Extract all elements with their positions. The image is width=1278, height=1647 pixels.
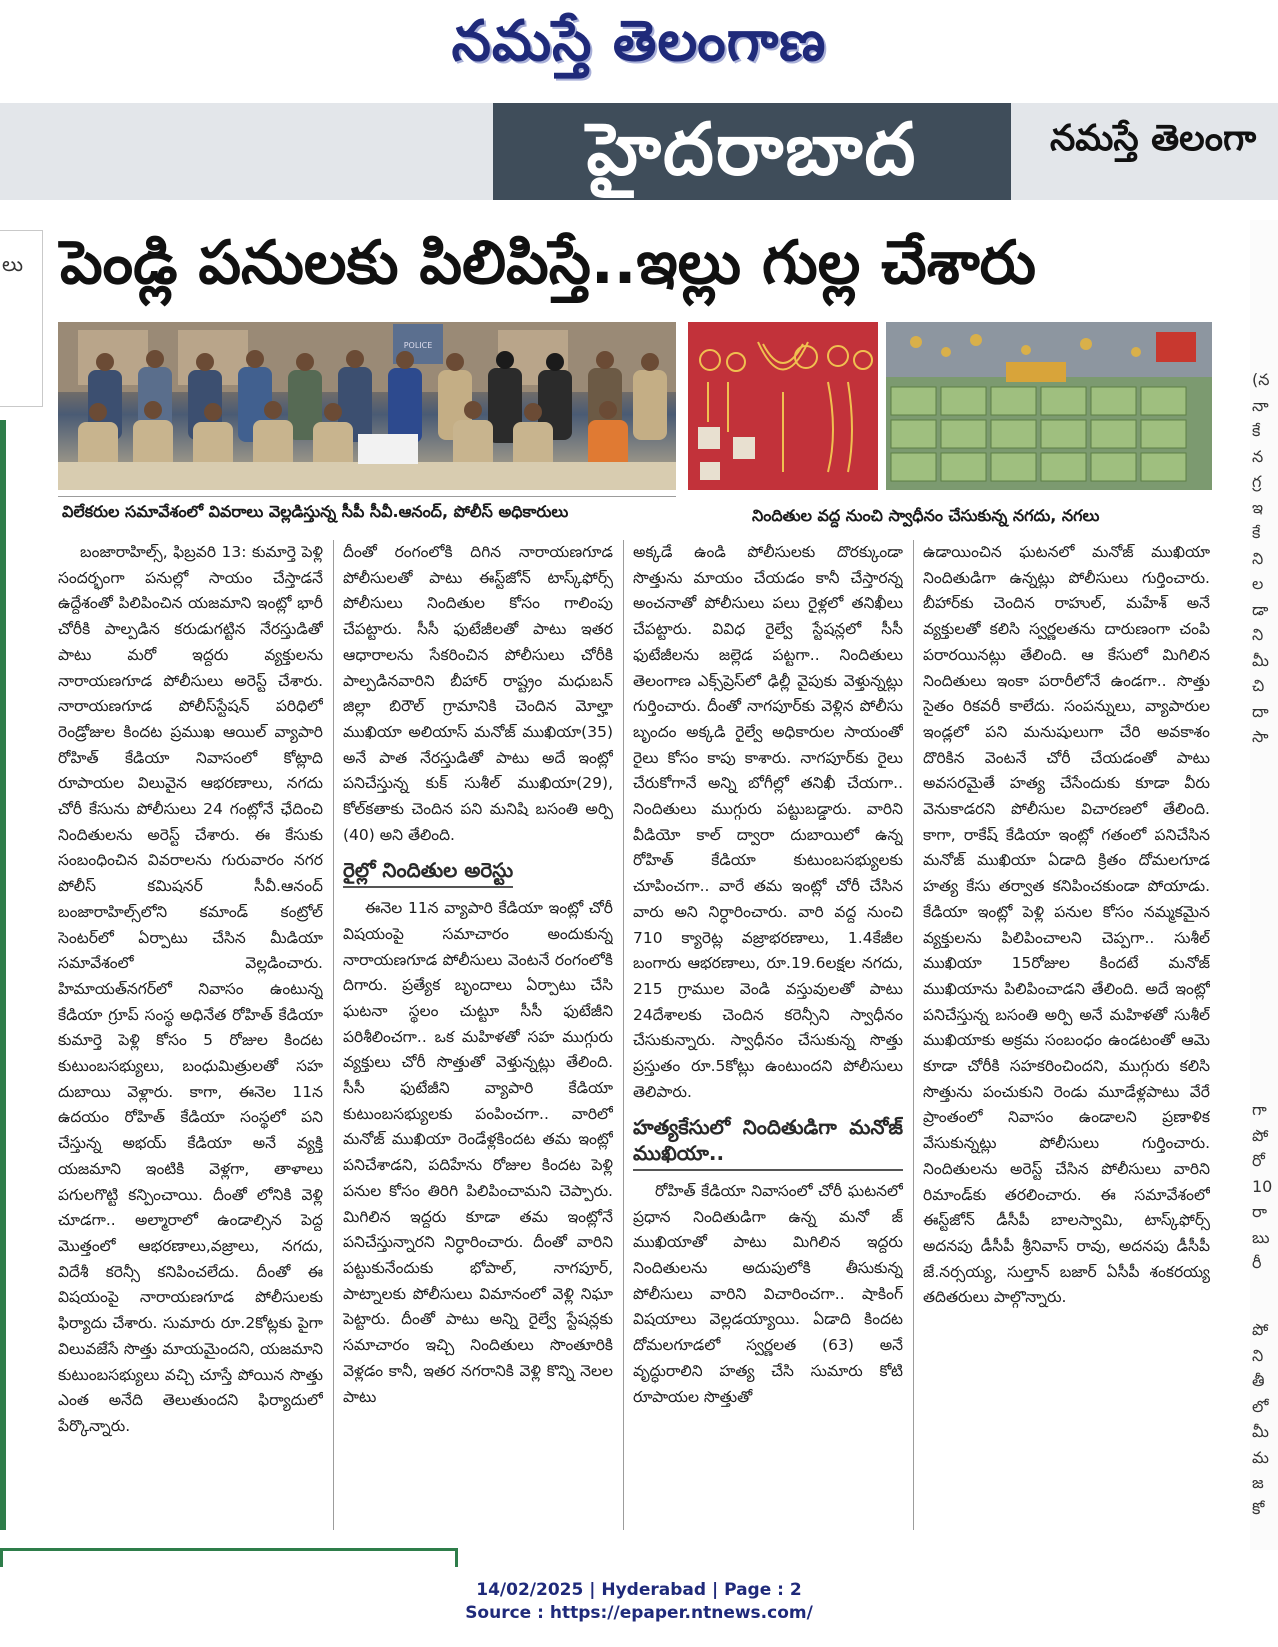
police-signage: POLICE (403, 341, 433, 350)
adjacent-article-fragment: లు (2, 252, 24, 276)
right-edge-fragment: ఇ (1252, 497, 1264, 517)
caption-rule-left (58, 496, 676, 497)
right-edge-fragment: ని (1252, 548, 1264, 568)
article-paragraph: బంజారాహిల్స్, ఫిబ్రవరి 13: కుమార్తె పెళ్లి సందర్భంగా పనుల్లో సాయం చేస్తాడనే ఉద్దేశంతో పిలిపించిన యజమాని ఇంట్లో భారీ చోరీకి పాల్పడిన కరుడుగట్టిన నేరస్తుడితో పాటు మరో ఇద్దరు వ్యక్తులను నారాయణగూడ పోలీసులు అరెస్ట్ చేశారు. నారాయణగూడ పోలీస్‌స్టేషన్ పరిధిలో రెండ్రోజుల కిందట ప్రముఖ ఆయిల్ వ్యాపారి రోహిత్ కేడియా నివాసంలో కోట్లాది రూపాయల విలువైన ఆభరణాలు, నగదు చోరీ కేసును పోలీసులు 24 గంట్లోనే ఛేదించి నిందితులను అరెస్ట్ చేశారు. ఈ కేసుకు సంబంధించిన వివరాలను గురువారం నగర పోలీస్ కమిషనర్ సీవీ.ఆనంద్ బంజారాహిల్స్‌లోని కమాండ్ కంట్రోల్ సెంటర్‌లో ఏర్పాటు చేసిన మీడియా సమావేశంలో వెల్లడించారు. హిమాయత్‌నగర్‌లో నివాసం ఉంటున్న కేడియా గ్రూప్ సంస్థ అధినేత రోహిత్ కేడియా కుమార్తె పెళ్లి కోసం 5 రోజుల కిందట కుటుంబసభ్యులు, బంధుమిత్రులతో సహ దుబాయి వెళ్లారు. కాగా, ఈనెల 11న ఉదయం రోహిత్ కేడియా సంస్థలో పని చేస్తున్న అభయ్ కేడియా అనే వ్యక్తి యజమాని ఇంటికి వెళ్లగా, తాళాలు పగులగొట్టి కన్పించాయి. దీంతో లోనికి వెళ్లి చూడగా.. అల్మారాలో ఉండాల్సిన పెద్ద మొత్తంలో ఆభరణాలు,వజ్రాలు, నగదు, విదేశీ కరెన్సీ కనిపించలేదు. దీంతో ఈ విషయంపై నారాయణగూడ పోలీసులకు ఫిర్యాదు చేశారు. సుమారు రూ.2కోట్లకు పైగా విలువజేసే సొత్తు మాయమైందని, యజమాని కుటుంబసభ్యులు వచ్చి చూస్తే పోయిన సొత్తు ఎంత అనేది తెలుతుందని ఫిర్యాదులో పేర్కొన్నారు. (58, 543, 323, 1435)
cash-illustration (886, 322, 1212, 490)
right-edge-fragment: తీ (1252, 1371, 1265, 1390)
seized-jewellery-photo (688, 322, 878, 490)
jewellery-illustration (688, 322, 878, 490)
right-edge-fragment: డా (1252, 599, 1269, 619)
footer-date-page: 14/02/2025 | Hyderabad | Page : 2 (476, 1580, 802, 1600)
article-paragraph: ఈనెల 11న వ్యాపారి కేడియా ఇంట్లో చోరీ విషయంపై సమాచారం అందుకున్న నారాయణగూడ పోలీసులు వెంటనే రంగంలోకి దిగారు. ప్రత్యేక బృందాలు ఏర్పాటు చేసి ఘటనా స్థలం చుట్టూ సీసీ ఫుటేజీని పరిశీలించగా.. ఒక మహిళతో సహ ముగ్గురు వ్యక్తులు చోరీ సొత్తుతో వెళ్తున్నట్లు తేలింది. సీసీ ఫుటేజీని వ్యాపారి కేడియా కుటుంబసభ్యులకు పంపించగా.. వారిలో మనోజ్ ముఖియా రెండేళ్లకిందట తమ ఇంట్లో పనిచేశాడని, పదిహేను రోజుల కిందట పెళ్లి పనుల కోసం తిరిగి పిలిపించామని చెప్పారు. మిగిలిన ఇద్దరు కూడా తమ ఇంట్లోనే పనిచేస్తున్నారని నిర్ధారించారు. దీంతో వారిని పట్టుకునేందుకు భోపాల్, నాగపూర్, పాట్నాలకు పోలీసులు విమానంలో వెళ్లి నిఘా పెట్టారు. దీంతో పాటు అన్ని రైల్వే స్టేషన్లకు సమాచారం ఇచ్చి నిందితులు సొంతూరికి వెళ్లడం కానీ, ఇతర నగరానికి వెళ్లి కొన్ని నెలల పాటు (343, 899, 613, 1406)
adjacent-ad-box (0, 1548, 458, 1567)
column-rule (623, 540, 624, 1530)
right-edge-fragment: రా (1252, 1202, 1267, 1221)
section-banner (493, 103, 1011, 200)
adjacent-article-right (1250, 220, 1278, 1550)
article-paragraph: రోహిత్ కేడియా నివాసంలో చోరీ ఘటనలో ప్రధాన నిందితుడిగా ఉన్న మనో జ్ ముఖియాతో పాటు మిగిలిన ఇద్దరు నిందితులను అదుపులోకి తీసుకున్న పోలీసులు వారిని విచారించగా.. షాకింగ్ విషయాలు వెల్లడయ్యాయి. ఏడాది కిందట దోమలగూడలో స్వర్ణలత (63) అనే వృద్ధురాలిని హత్య చేసి సుమారు కోటి రూపాయల సొత్తుతో (633, 1181, 903, 1406)
section-brand: నమస్తే తెలంగా (1050, 118, 1257, 159)
column-rule (913, 540, 914, 1530)
right-edge-fragment: దా (1252, 701, 1269, 721)
right-edge-fragment: నా (1252, 395, 1269, 415)
photo-caption-right: నిందితుల వద్ద నుంచి స్వాధీనం చేసుకున్న నగదు, నగలు (752, 506, 1100, 525)
press-meet-photo (58, 322, 676, 490)
right-edge-fragment: సా (1252, 727, 1269, 746)
seized-cash-photo (886, 322, 1212, 490)
article-paragraph: అక్కడే ఉండి పోలీసులకు దొరక్కుండా సొత్తును మాయం చేయడం కానీ చేస్తారన్న అంచనాతో పోలీసులు పలు రైళ్లలో తనిఖీలు చేపట్టారు. వివిధ రైల్వే స్టేషన్లలో సీసీ ఫుటేజీలను జల్లెడ పట్టగా.. నిందితులు తెలంగాణ ఎక్స్‌ప్రెస్‌లో ఢిల్లీ వైపుకు వెళ్తున్నట్లు గుర్తించారు. దీంతో నాగపూర్‌కు వెళ్లిన పోలీసు బృందం అక్కడి రైల్వే అధికారుల సాయంతో రైలు కోసం కాపు కాశారు. నాగపూర్‌కు రైలు చేరుకోగానే అన్ని బోగీల్లో తనిఖీ చేయగా.. నిందితులు ముగ్గురు పట్టుబడ్డారు. వారిని వీడియో కాల్ ద్వారా దుబాయిలో ఉన్న రోహిత్ కేడియా కుటుంబసభ్యులకు చూపించగా.. వారే తమ ఇంట్లో చోరీ చేసిన వారు అని నిర్ధారించారు. వారి వద్ద నుంచి 710 క్యారెట్ల వజ్రాభరణాలు, 1.4కేజీల బంగారు ఆభరణాలు, రూ.19.6లక్షల నగదు, 215 గ్రాముల వెండి వస్తువులతో పాటు 24దేశాలకు చెందిన కరెన్సీని స్వాధీనం చేసుకున్నారు. స్వాధీనం చేసుకున్న సొత్తు ప్రస్తుతం రూ.5కోట్లు ఉంటుందని పోలీసులు తెలిపారు. (633, 543, 903, 1101)
right-edge-fragment: మీ (1252, 650, 1269, 670)
subheading-train-arrest: రైల్లో నిందితుల అరెస్టు (343, 858, 513, 888)
right-edge-fragment: రో (1252, 1151, 1265, 1170)
right-edge-fragment: రీ (1252, 1253, 1262, 1272)
right-edge-fragment: గా (1252, 1100, 1267, 1119)
right-edge-fragment: ని (1252, 1345, 1264, 1365)
right-edge-fragment: చి (1252, 676, 1265, 695)
article-column-4 (923, 540, 1210, 1530)
article-paragraph: ఉడాయించిన ఘటనలో మనోజ్ ముఖియా నిందితుడిగా ఉన్నట్లు పోలీసులు గుర్తించారు. బీహార్‌కు చెందిన రాహుల్, మహేశ్ అనే వ్యక్తులతో కలిసి స్వర్ణలతను దారుణంగా చంపి పరారయినట్లు తేలింది. ఆ కేసులో మిగిలిన నిందితులు ఇంకా పరారీలోనే ఉండగా.. సొత్తు సైతం రికవరీ కాలేదు. సంపన్నులు, వ్యాపారుల ఇండ్లలో పని మనుషులుగా చేరి అవకాశం దొరికిన వెంటనే చోరీ చేయడంతో పాటు అవసరమైతే హత్య చేసేందుకు కూడా వీరు వెనుకాడరని పోలీసుల విచారణలో తేలింది. కాగా, రాకేష్ కేడియా ఇంట్లో గతంలో పనిచేసిన మనోజ్ ముఖియా ఏడాది క్రితం దోమలగూడ హత్య కేసు తర్వాత కనిపించకుండా పోయాడు. కేడియా ఇంట్లో పెళ్లి పనుల కోసం నమ్మకమైన వ్యక్తులను పిలిపించాలని చెప్పగా.. సుశీల్ ముఖియా 15రోజుల కిందటే మనోజ్ ముఖియాను పిలిపించాడని తేలింది. అదే ఇంట్లో పనిచేస్తున్న బసంతి అర్పి అనే మహిళతో సుశీల్ ముఖియాకు అక్రమ సంబంధం ఉండటంతో ఆమె కూడా చోరీకి సహకరించిందని, ముగ్గురు కలిసి సొత్తును పంచుకుని రెండు మూడేళ్లపాటు వేరే ప్రాంతంలో నివాసం ఉండాలని ప్రణాళిక వేసుకున్నట్లు పోలీసులు గుర్తించారు. నిందితులను అరెస్ట్ చేసిన పోలీసులు వారిని రిమాండ్‌కు తరలించారు. ఈ సమావేశంలో ఈస్ట్‌జోన్ డీసీపీ బాలస్వామి, టాస్క్‌ఫోర్స్ అదనపు డీసీపీ శ్రీనివాస్ రావు, అదనపు డీసీపీ జే.నర్సయ్య, సుల్తాన్ బజార్ ఏసీపీ శంకరయ్య తదితరులు పాల్గొన్నారు. (923, 543, 1210, 1307)
footer-source: Source : https://epaper.ntnews.com/ (465, 1603, 813, 1623)
right-edge-fragment: కే (1252, 421, 1261, 440)
right-edge-fragment: జ (1252, 1473, 1264, 1492)
right-edge-fragment: (న (1252, 370, 1270, 389)
right-edge-fragment: గ్ర (1252, 472, 1262, 491)
right-edge-fragment: ని (1252, 625, 1264, 644)
right-edge-fragment: పో (1252, 1125, 1269, 1145)
photo-caption-left: విలేకరుల సమావేశంలో వివరాలు వెల్లడిస్తున్న సీపీ సీవీ.ఆనంద్, పోలీస్ అధికారులు (62, 502, 569, 521)
right-edge-fragment: 10 (1252, 1176, 1273, 1196)
right-edge-fragment: కో (1252, 1498, 1265, 1518)
right-edge-fragment: పో (1252, 1320, 1269, 1339)
right-edge-fragment: మీ (1252, 1422, 1269, 1441)
newspaper-logo: నమస్తే తెలంగాణ (451, 8, 827, 74)
right-edge-fragment: న (1252, 446, 1264, 466)
masthead (0, 0, 1278, 100)
section-title: హైదరాబాద (586, 107, 918, 191)
column-rule (333, 540, 334, 1530)
right-edge-fragment: కే (1252, 523, 1261, 542)
headline: పెండ్లి పనులకు పిలిపిస్తే..ఇల్లు గుల్ల చేశారు (60, 228, 1036, 298)
subheading-murder-case: హత్యకేసులో నిందితుడిగా మనోజ్ ముఖియా.. (633, 1115, 903, 1170)
article-paragraph: దీంతో రంగంలోకి దిగిన నారాయణగూడ పోలీసులతో పాటు ఈస్ట్‌జోన్ టాస్క్‌ఫోర్స్ పోలీసులు నిందితుల కోసం గాలింపు చేపట్టారు. సీసీ ఫుటేజీలతో పాటు ఇతర ఆధారాలను సేకరించిన పోలీసులు చోరీకి పాల్పడినవారిని బీహార్ రాష్ట్రం మధుబన్ జిల్లా బిరౌల్ గ్రామానికి చెందిన మోల్హా ముఖియా అలియాస్ మనోజ్ ముఖియా(35) అనే పాత నేరస్తుడితో పాటు అదే ఇంట్లో పనిచేస్తున్న కుక్ సుశీల్ ముఖియా(29), కోల్‌కతాకు చెందిన పని మనిషి బసంతి అర్పి (40) అని తేలింది. (343, 543, 613, 844)
right-edge-fragment: బు (1252, 1227, 1270, 1247)
article-column-1 (58, 540, 323, 1530)
press-meet-illustration (58, 322, 676, 490)
right-edge-fragment: మ (1252, 1447, 1269, 1467)
article-column-3 (633, 540, 903, 1530)
right-edge-fragment: ల (1252, 574, 1264, 593)
adjacent-ad-border (0, 420, 6, 1530)
article-column-2 (343, 540, 613, 1530)
right-edge-fragment: లో (1252, 1396, 1269, 1416)
